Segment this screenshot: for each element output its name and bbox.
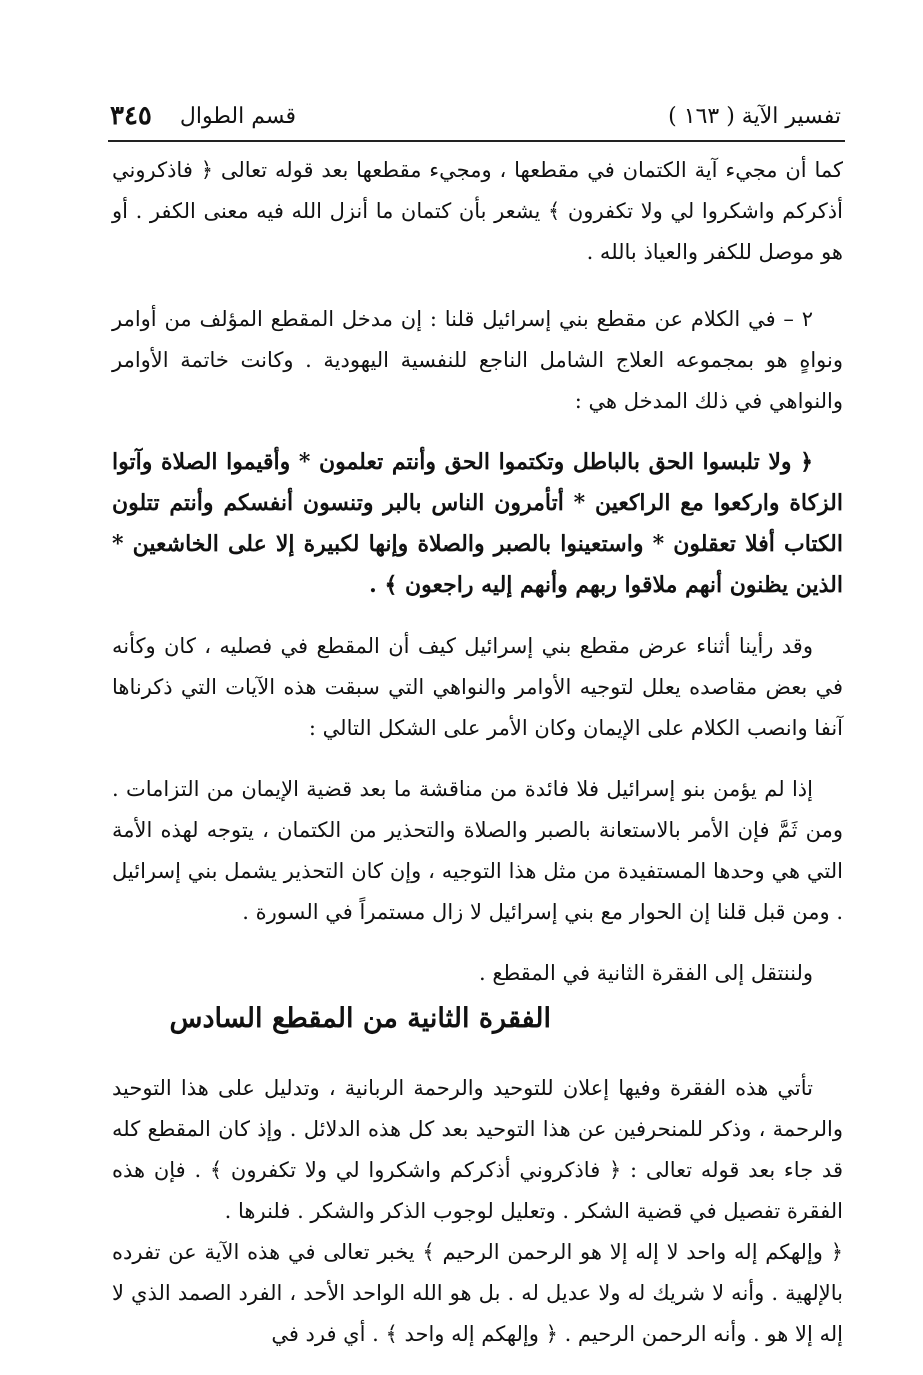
paragraph-tawhid: تأتي هذه الفقرة وفيها إعلان للتوحيد والرحمة الربانية ، وتدليل على هذا التوحيد والرحمة ، وذكر للمنحرفين عن هذا التوحيد بعد كل هذه الدلائل . وإذ كان المقطع كله قد جاء بعد قوله تعالى : ﴿ فاذكروني أذكركم واشكروا لي ولا تكفرون ﴾ . فإن هذه الفقرة تفصيل في قضية الشكر . وتعليل لوجوب الذكر والشكر . فلنرها . bbox=[112, 1076, 843, 1223]
page-header bbox=[110, 96, 841, 136]
paragraph-ilahukum: ﴿ وإلهكم إله واحد لا إله إلا هو الرحمن الرحيم ﴾ يخبر تعالى في هذه الآية عن تفرده بالإلهية . وأنه لا شريك له ولا عديل له . بل هو الله الواحد الأحد ، الفرد الصمد الذي لا إله إلا هو . وأنه الرحمن الرحيم . ﴿ وإلهكم إله واحد ﴾ . أي فرد في bbox=[112, 1240, 843, 1346]
paragraph-transition: ولننتقل إلى الفقرة الثانية في المقطع . bbox=[479, 961, 813, 985]
section-heading: الفقرة الثانية من المقطع السادس bbox=[169, 1003, 551, 1034]
paragraph-bani-israel: ٢ – في الكلام عن مقطع بني إسرائيل قلنا : إن مدخل المقطع المؤلف من أوامر ونواهٍ هو بمجموعه العلاج الشامل الناجع للنفسية اليهودية . وكانت خاتمة الأوامر والنواهي في ذلك المدخل هي : bbox=[112, 307, 843, 413]
section-name: قسم الطوال bbox=[179, 103, 297, 129]
paragraph-kitman: كما أن مجيء آية الكتمان في مقطعها ، ومجيء مقطعها بعد قوله تعالى ﴿ فاذكروني أذكركم واشكروا لي ولا تكفرون ﴾ يشعر بأن كتمان ما أنزل الله فيه معنى الكفر . أو هو موصل للكفر والعياذ بالله . bbox=[112, 158, 843, 264]
page-body bbox=[112, 150, 843, 1355]
running-title: تفسير الآية ( ١٦٣ ) bbox=[668, 103, 841, 129]
paragraph-iman: إذا لم يؤمن بنو إسرائيل فلا فائدة من مناقشة ما بعد قضية الإيمان من التزامات . ومن ثَمَّ فإن الأمر بالاستعانة بالصبر والصلاة والتحذير من الكتمان ، يتوجه لهذه الأمة التي هي وحدها المستفيدة من مثل هذا التوجيه ، وإن كان التحذير يشمل بني إسرائيل . ومن قبل قلنا إن الحوار مع بني إسرائيل لا زال مستمراً في السورة . bbox=[112, 777, 843, 924]
header-divider bbox=[108, 140, 845, 142]
paragraph-maqta-review: وقد رأينا أثناء عرض مقطع بني إسرائيل كيف أن المقطع في فصليه ، كان وكأنه في بعض مقاصده يعلل لتوجيه الأوامر والنواهي التي سبقت هذه الآيات التي ذكرناها آنفا وانصب الكلام على الإيمان وكان الأمر على الشكل التالي : bbox=[112, 634, 843, 740]
quran-quote-block: ﴿ ولا تلبسوا الحق بالباطل وتكتموا الحق وأنتم تعلمون * وأقيموا الصلاة وآتوا الزكاة واركعوا مع الراكعين * أتأمرون الناس بالبر وتنسون أنفسكم وأنتم تتلون الكتاب أفلا تعقلون * واستعينوا بالصبر والصلاة وإنها لكبيرة إلا على الخاشعين * الذين يظنون أنهم ملاقوا ربهم وأنهم إليه راجعون ﴾ . bbox=[112, 449, 843, 598]
page-number: ٣٤٥ bbox=[110, 101, 152, 131]
header-left-group bbox=[110, 101, 296, 131]
